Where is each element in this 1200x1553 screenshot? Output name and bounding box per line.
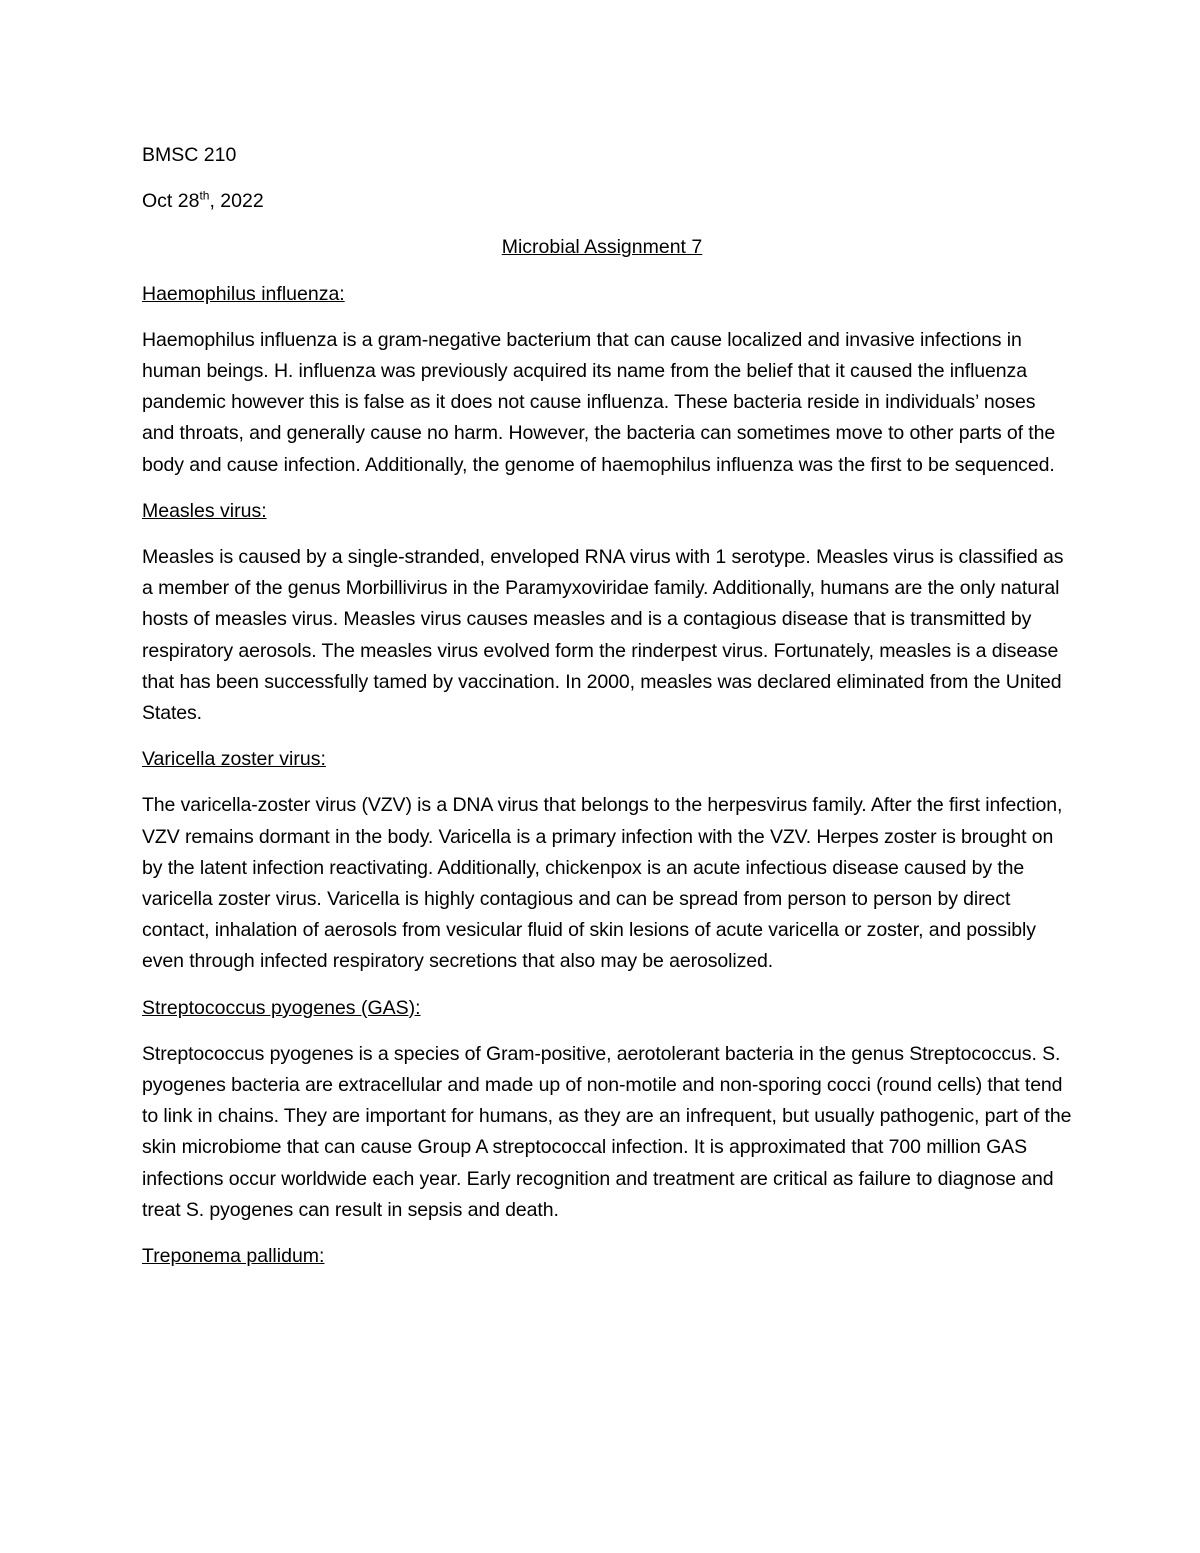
date-day: Oct 28 bbox=[142, 190, 200, 213]
course-code: BMSC 210 bbox=[142, 144, 237, 166]
section-heading-treponema: Treponema pallidum: bbox=[142, 1245, 325, 1268]
document-title: Microbial Assignment 7 bbox=[501, 236, 703, 259]
date-ordinal-suffix: th bbox=[199, 188, 210, 203]
document-page bbox=[142, 140, 1072, 1287]
section-heading-varicella: Varicella zoster virus: bbox=[142, 748, 326, 771]
section-heading-haemophilus: Haemophilus influenza: bbox=[142, 282, 345, 305]
document-date bbox=[142, 186, 1072, 217]
section-body-haemophilus: Haemophilus influenza is a gram-negative bacterium that can cause localized and invasive infections in human beings. H. influenza was previously acquired its name from the belief that it caused the influenza pandemic however this is false as it does not cause influenza. These bacteria reside in individuals’ noses and throats, and generally cause no harm. However, the bacteria can sometimes move to other parts of the body and cause infection. Additionally, the genome of haemophilus influenza was the first to be sequenced. bbox=[142, 328, 1056, 476]
section-body-measles: Measles is caused by a single-stranded, enveloped RNA virus with 1 serotype. Measles virus is classified as a member of the genus Morbillivirus in the Paramyxoviridae family. Additionally, humans are the only natural hosts of measles virus. Measles virus causes measles and is a contagious disease that is transmitted by respiratory aerosols. The measles virus evolved form the rinderpest virus. Fortunately, measles is a disease that has been successfully tamed by vaccination. In 2000, measles was declared eliminated from the United States. bbox=[142, 546, 1064, 725]
section-body-streptococcus: Streptococcus pyogenes is a species of Gram-positive, aerotolerant bacteria in the genus Streptococcus. S. pyogenes bacteria are extracellular and made up of non-motile and non-sporing cocci (round cells) that tend to link in chains. They are important for humans, as they are an infrequent, but usually pathogenic, part of the skin microbiome that can cause Group A streptococcal infection. It is approximated that 700 million GAS infections occur worldwide each year. Early recognition and treatment are critical as failure to diagnose and treat S. pyogenes can result in sepsis and death. bbox=[142, 1042, 1072, 1221]
section-body-varicella: The varicella-zoster virus (VZV) is a DNA virus that belongs to the herpesvirus family. After the first infection, VZV remains dormant in the body. Varicella is a primary infection with the VZV. Herpes zoster is brought on by the latent infection reactivating. Additionally, chickenpox is an acute infectious disease caused by the varicella zoster virus. Varicella is highly contagious and can be spread from person to person by direct contact, inhalation of aerosols from vesicular fluid of skin lesions of acute varicella or zoster, and possibly even through infected respiratory secretions that also may be aerosolized. bbox=[142, 794, 1063, 973]
date-year: , 2022 bbox=[209, 190, 264, 213]
section-heading-streptococcus: Streptococcus pyogenes (GAS): bbox=[142, 996, 421, 1019]
section-heading-measles: Measles virus: bbox=[142, 499, 267, 522]
